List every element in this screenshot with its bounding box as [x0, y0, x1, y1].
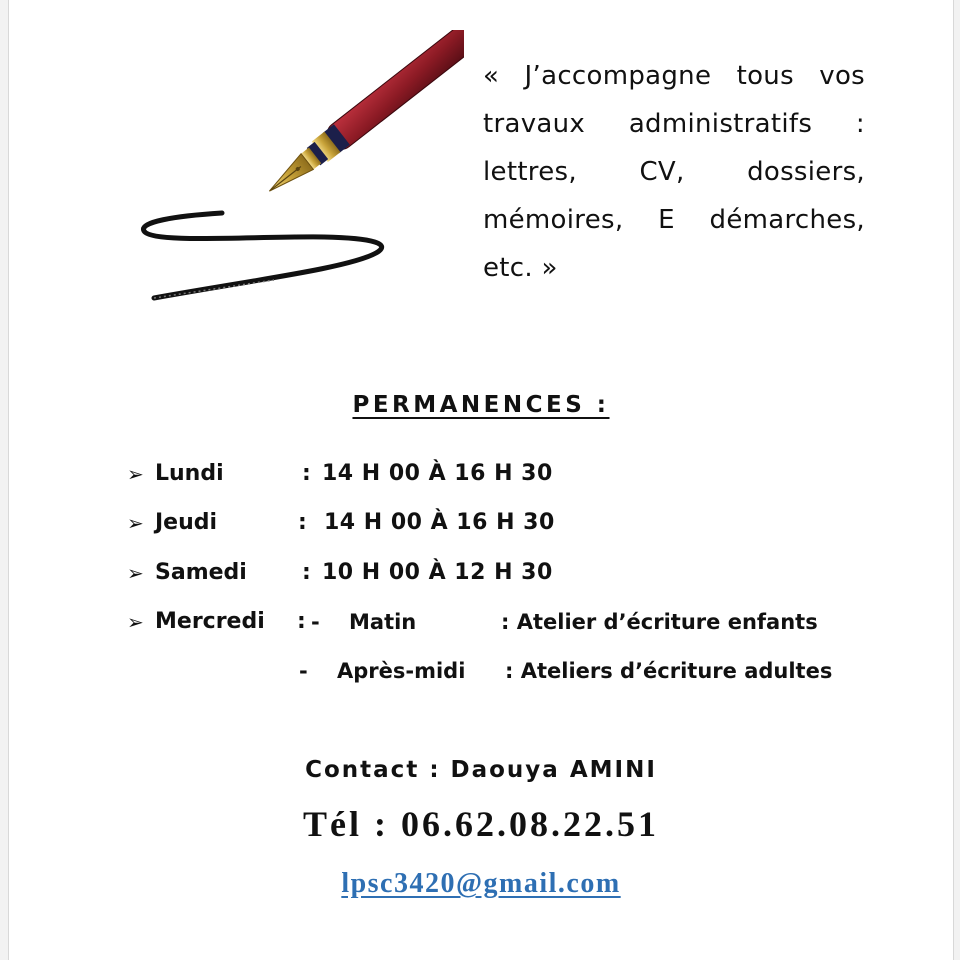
service-quote — [483, 52, 865, 292]
schedule-period: Matin — [349, 610, 417, 634]
schedule-colon: : — [302, 461, 311, 486]
quote-line: travaux administratifs : — [483, 109, 865, 139]
schedule-activity: : Atelier d’écriture enfants — [501, 610, 818, 634]
schedule-dash: - — [299, 659, 308, 683]
schedule-day: Mercredi — [155, 609, 265, 634]
contact-name: Contact : Daouya AMINI — [305, 757, 657, 783]
schedule-dash: - — [311, 610, 320, 634]
schedule-activity: : Ateliers d’écriture adultes — [505, 659, 833, 683]
flyer-page — [8, 0, 954, 960]
contact-email-wrapper — [9, 868, 953, 900]
schedule-period: Après-midi — [337, 659, 466, 683]
quote-line: mémoires, E démarches, — [483, 205, 865, 235]
arrow-bullet-icon: ➢ — [127, 561, 144, 585]
permanences-heading-text: PERMANENCES : — [352, 392, 610, 418]
schedule-day: Lundi — [155, 461, 224, 486]
quote-line: lettres, CV, dossiers, — [483, 157, 865, 187]
arrow-bullet-icon: ➢ — [127, 511, 144, 535]
schedule-hours: 10 H 00 À 12 H 30 — [322, 560, 553, 585]
schedule-colon: : — [297, 609, 306, 634]
contact-phone: Tél : 06.62.08.22.51 — [303, 804, 659, 844]
arrow-bullet-icon: ➢ — [127, 462, 144, 486]
fountain-pen-icon — [134, 30, 464, 310]
schedule-hours: 14 H 00 À 16 H 30 — [324, 510, 555, 535]
permanences-heading — [9, 392, 953, 418]
schedule-colon: : — [302, 560, 311, 585]
schedule-day: Jeudi — [155, 510, 218, 535]
quote-line: etc. » — [483, 253, 558, 283]
quote-line: « J’accompagne tous vos — [483, 61, 865, 91]
schedule-day: Samedi — [155, 560, 247, 585]
arrow-bullet-icon: ➢ — [127, 610, 144, 634]
schedule-hours: 14 H 00 À 16 H 30 — [322, 461, 553, 486]
schedule-colon: : — [298, 510, 307, 535]
contact-email-link[interactable]: lpsc3420@gmail.com — [341, 868, 621, 899]
